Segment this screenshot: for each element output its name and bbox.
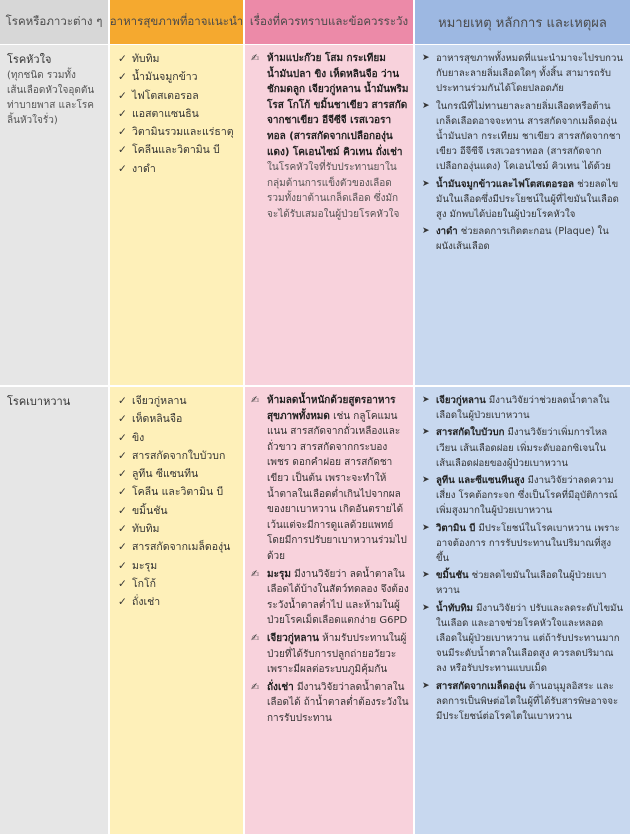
recommended-item-label: แอสตาแซนธิน	[132, 107, 199, 120]
check-mark-icon: ✓	[118, 468, 127, 481]
recommended-item-label: งาดำ	[132, 162, 156, 175]
caution-item-bold: มะรุม	[267, 568, 291, 580]
check-mark-icon: ✓	[118, 523, 127, 536]
recommended-item	[118, 502, 239, 520]
recommended-item-label: น้ำมันจมูกข้าว	[132, 71, 198, 84]
note-item-text: มีงานวิจัยว่าเพิ่มการไหลเวียน เส้นเลือดฝอย เพิ่มระดับออกซิเจนในเส้นเลือดฝอยของผู้ป่วยเบาหวาน	[436, 427, 608, 469]
check-mark-icon: ✓	[118, 486, 127, 499]
recommended-item-label: ขิง	[132, 431, 145, 444]
check-mark-icon: ✓	[118, 71, 127, 84]
caution-item	[251, 393, 409, 565]
note-item-text: มีประโยชน์ในโรคเบาหวาน เพราะอาจต้องการ การรับประทานในปริมาณที่สูงขึ้น	[436, 522, 620, 565]
recommended-item-label: ไฟโตสเตอรอล	[132, 89, 199, 102]
arrow-icon: ➤	[422, 522, 430, 533]
disease-name: โรคเบาหวาน	[7, 395, 71, 408]
check-mark-icon: ✓	[118, 449, 127, 462]
note-item	[421, 521, 624, 567]
recommended-item	[118, 160, 239, 178]
note-item-text: ช่วยลดการเกิดตะกอน (Plaque) ในผนังเส้นเลือด	[436, 226, 609, 253]
pen-icon: ✍	[251, 395, 260, 406]
notes-list	[415, 45, 630, 385]
notes-list	[415, 387, 630, 834]
note-item-text: มีงานวิจัยว่า ปรับและลดระดับไขมันในเลือด และอาจช่วยโรคหัวใจและหลอดเลือดในผู้ป่วยเบาหวาน แต่ถ้ารับประทานมากจนมีระดับน้ำตาลในเลือดสูง ควรลดปริมาณลง หรือรับประทานแบบเม็ด	[436, 602, 624, 675]
arrow-icon: ➤	[422, 53, 430, 63]
note-item-bold: ลูทีน และซีแซนทีนสูง	[436, 475, 525, 487]
caution-item-text: ในโรคหัวใจที่รับประทานยาในกลุ่มต้านการแข็งตัวของเลือด รวมทั้งยาต้านเกล็ดเลือด ซึ่งมักจะได้รับเสมอในผู้ป่วยโรคหัวใจ	[267, 162, 400, 220]
recommended-item	[118, 483, 239, 501]
recommended-item	[118, 575, 239, 593]
caution-item-text: เช่น กลูโคแมนแนน สารสกัดจากถั่วเหลืองและถั่วขาว สารสกัดจากกระบองเพชร ดอกคำฝอย สารสกัดชาเขียว เป็นต้น เพราะจะทำให้น้ำตาลในเลือดต่ำเกินไปจากผลของยาเบาหวาน เกิดอันตรายได้ เว้นแต่จะมีการดูแลด้วยแพทย์โดยมีการปรับยาเบาหวานร่วมไปด้วย	[267, 410, 407, 562]
caution-item	[251, 680, 409, 727]
caution-item-bold: ห้ามแปะก๊วย โสม กระเทียม น้ำมันปลา ขิง เห็ดหลินจือ ว่านชักมดลูก เจียวกู่หลาน น้ำมันพริมโรส โกโก้ ขมิ้นชาเขียว สารสกัดจากชาเขียว อีจีซีจี เรสเวอราทอล (สารสกัดจากเปลือกองุ่นแดง) โคเอนไซม์ คิวเทน ถั่งเช่า	[267, 53, 409, 158]
note-item-text: ต้านอนุมูลอิสระ และลดการเป็นพิษต่อไตในผู้ที่ได้รับสารพิษอาจจะมีประโยชน์ต่อโรคไตในเบาหวาน	[436, 680, 619, 723]
pen-icon: ✍	[251, 632, 260, 644]
recommended-item	[118, 447, 239, 465]
recommended-item	[118, 410, 239, 428]
check-mark-icon: ✓	[118, 107, 127, 120]
disease-cell	[0, 45, 108, 385]
note-item	[421, 177, 624, 223]
note-item-text: ช่วยลดไขมันในเลือดซึ่งมีประโยชน์ในผู้ที่ไขมันในเลือดสูง มักพบได้บ่อยในผู้ป่วยโรคหัวใจ	[436, 178, 619, 221]
caution-item-text: มีงานวิจัยว่าลดน้ำตาลในเลือดได้ ถ้าน้ำตาลต่ำต้องระวังในการรับประทาน	[267, 681, 409, 724]
disease-cell	[0, 387, 108, 834]
check-mark-icon: ✓	[118, 53, 127, 65]
note-item	[421, 393, 624, 423]
header-caution: เรื่องที่ควรทราบและข้อควรระวัง	[245, 0, 413, 44]
recommended-item-label: เห็ดหลินจือ	[132, 413, 183, 426]
recommended-item-label: เจียวกู่หลาน	[132, 395, 187, 407]
note-item-text: ช่วยลดไขมันในเลือดในผู้ป่วยเบาหวาน	[436, 570, 607, 597]
recommended-item-label: ทับทิม	[132, 523, 160, 536]
pen-icon: ✍	[251, 568, 260, 580]
check-mark-icon: ✓	[118, 596, 127, 609]
check-mark-icon: ✓	[118, 431, 127, 444]
recommended-list	[110, 45, 243, 385]
check-mark-icon: ✓	[118, 395, 127, 407]
note-item-bold: วิตามิน บี	[436, 522, 476, 534]
note-item-text: ในกรณีที่ไม่ทานยาละลายลิ่มเลือดหรือต้านเกล็ดเลือดอาจจะทาน สารสกัดจากเมล็ดองุ่น น้ำมันปลา กระเทียม ชาเขียว สารสกัดจากชาเขียว อีจีซีจี เรสเวอราทอล (สารสกัดจากเปลือกองุ่นแดง) โคเอนไซม์ คิวเทน ได้ด้วย	[436, 100, 621, 173]
recommended-item-label: ถั่งเช่า	[132, 596, 161, 609]
recommended-item-label: สารสกัดจากใบบัวบก	[132, 449, 226, 462]
recommended-item-label: ขมิ้นชัน	[132, 504, 168, 517]
disease-note: (ทุกชนิด รวมทั้งเส้นเลือดหัวใจอุดตัน ท่าบายพาส และโรคลิ้นหัวใจรั่ว)	[7, 70, 95, 126]
recommended-item-label: ลูทีน ซีแซนทีน	[132, 468, 199, 481]
caution-item-bold: ห้ามลดน้ำหนักด้วยสูตรอาหารสุขภาพทั้งหมด	[267, 395, 396, 422]
caution-item-bold: ถั่งเช่า	[267, 681, 294, 693]
note-item-bold: สารสกัดจากเมล็ดองุ่น	[436, 680, 526, 692]
recommended-item	[118, 105, 239, 123]
note-item-bold: เจียวกู่หลาน	[436, 395, 486, 406]
note-item-bold: น้ำมันจมูกข้าวและไฟโตสเตอรอล	[436, 178, 575, 190]
arrow-icon: ➤	[422, 680, 430, 691]
caution-item-text: มีงานวิจัยว่า ลดน้ำตาลในเลือดได้บ้างในสัตว์ทดลอง จึงต้องระวังน้ำตาลต่ำไป และห้ามในผู้ป่วยโรคเม็ดเลือดแตกง่าย G6PD	[267, 568, 409, 627]
recommended-list	[110, 387, 243, 834]
check-mark-icon: ✓	[118, 541, 127, 554]
pen-icon: ✍	[251, 681, 260, 693]
recommended-item-label: โคลีน และวิตามิน บี	[132, 486, 224, 499]
caution-item	[251, 567, 409, 629]
recommended-item	[118, 557, 239, 575]
note-item	[421, 568, 624, 598]
pen-icon: ✍	[251, 53, 260, 64]
recommended-item	[118, 520, 239, 538]
arrow-icon: ➤	[422, 427, 430, 438]
note-item	[421, 224, 624, 254]
recommended-item	[118, 87, 239, 105]
recommended-item	[118, 141, 239, 159]
recommended-item	[118, 123, 239, 141]
recommended-item	[118, 465, 239, 483]
header-disease: โรคหรือภาวะต่าง ๆ	[0, 0, 108, 44]
check-mark-icon: ✓	[118, 413, 127, 426]
note-item-text: อาหารสุขภาพทั้งหมดที่แนะนำมาจะไปรบกวนกับยาละลายลิ่มเลือดใดๆ ทั้งสิ้น สามารถรับประทานร่วมกันได้โดยปลอดภัย	[436, 53, 623, 95]
check-mark-icon: ✓	[118, 162, 127, 175]
arrow-icon: ➤	[422, 475, 430, 486]
caution-item	[251, 631, 409, 678]
arrow-icon: ➤	[422, 178, 430, 189]
check-mark-icon: ✓	[118, 89, 127, 102]
recommended-item	[118, 68, 239, 86]
note-item	[421, 51, 624, 97]
recommended-item-label: วิตามินรวมและแร่ธาตุ	[132, 126, 234, 139]
recommended-item	[118, 50, 239, 68]
caution-list	[245, 387, 413, 834]
header-recommended: อาหารสุขภาพที่อาจแนะนำ	[110, 0, 243, 44]
header-notes: หมายเหตุ หลักการ และเหตุผล	[415, 0, 630, 44]
recommended-item	[118, 538, 239, 556]
disease-name: โรคหัวใจ	[7, 53, 52, 66]
caution-item	[251, 51, 409, 223]
note-item	[421, 473, 624, 519]
note-item-bold: สารสกัดใบบัวบก	[436, 427, 505, 439]
recommended-item-label: โคลีนและวิตามิน บี	[132, 144, 220, 157]
arrow-icon: ➤	[422, 570, 430, 581]
note-item	[421, 601, 624, 677]
arrow-icon: ➤	[422, 226, 430, 237]
caution-item-text: ห้ามรับประทานในผู้ป่วยที่ได้รับการปลูกถ่ายอวัยวะ เพราะมีผลต่อระบบภูมิคุ้มกัน	[267, 632, 407, 676]
note-item-bold: น้ำทับทิม	[436, 602, 474, 614]
arrow-icon: ➤	[422, 100, 430, 111]
arrow-icon: ➤	[422, 602, 430, 613]
check-mark-icon: ✓	[118, 144, 127, 157]
recommended-item-label: ทับทิม	[132, 53, 160, 65]
recommended-item-label: สารสกัดจากเมล็ดองุ่น	[132, 541, 231, 554]
note-item	[421, 679, 624, 725]
note-item-text: มีงานวิจัยว่าลดความเสี่ยง โรคต้อกระจก ซึ่งเป็นโรคที่มีอุบัติการณ์ เพิ่มสูงมากในผู้ป่วยเบาหวาน	[436, 475, 618, 517]
recommended-item	[118, 429, 239, 447]
note-item	[421, 99, 624, 175]
caution-list	[245, 45, 413, 385]
caution-item-bold: เจียวกู่หลาน	[267, 632, 319, 644]
note-item-bold: ขมิ้นชัน	[436, 570, 469, 582]
recommended-item-label: โกโก้	[132, 577, 156, 590]
recommended-item	[118, 392, 239, 410]
note-item-bold: งาดำ	[436, 226, 458, 238]
recommended-item	[118, 593, 239, 611]
check-mark-icon: ✓	[118, 559, 127, 572]
recommended-item-label: มะรุม	[132, 559, 158, 572]
check-mark-icon: ✓	[118, 504, 127, 517]
arrow-icon: ➤	[422, 395, 430, 405]
note-item-text: มีงานวิจัยว่าช่วยลดน้ำตาลในเลือดในผู้ป่วยเบาหวาน	[436, 395, 610, 422]
note-item	[421, 425, 624, 471]
check-mark-icon: ✓	[118, 126, 127, 139]
check-mark-icon: ✓	[118, 577, 127, 590]
